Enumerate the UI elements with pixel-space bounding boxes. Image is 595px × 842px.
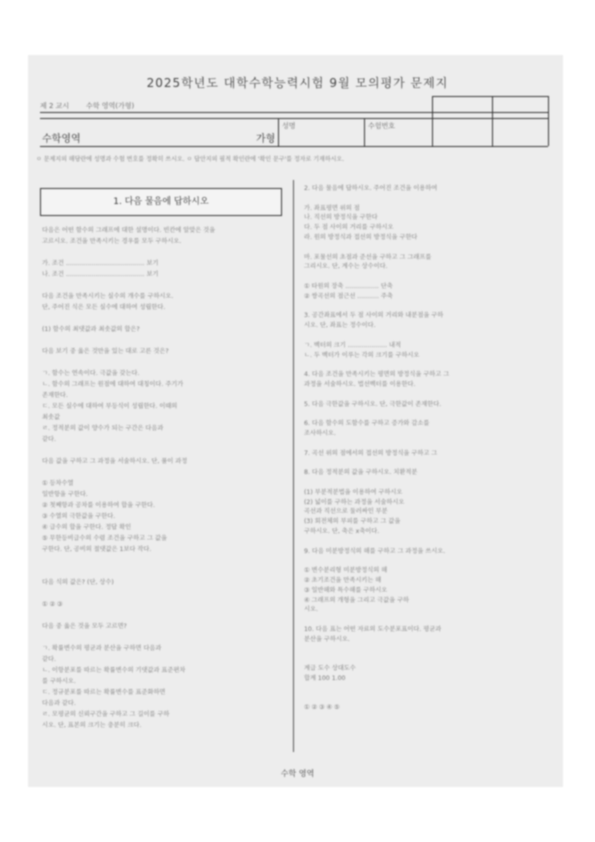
- text-line: 시오. 단, 좌표는 정수이다.: [304, 322, 376, 330]
- section-heading-box: 1. 다음 물음에 답하시오: [40, 188, 282, 216]
- text-line: ③ 수열의 극한값을 구한다.: [42, 513, 116, 520]
- text-line: ④ 급수의 합을 구한다. 정답 확인: [42, 524, 132, 531]
- text-line: (1) 부분적분법을 이용하여 구하시오: [304, 488, 403, 496]
- text-line: 존재한다.: [42, 392, 68, 399]
- text-line: 구한다. 단, 공비의 절댓값은 1보다 작다.: [42, 546, 152, 553]
- text-line: 8. 다음 정적분의 값을 구하시오. 치환적분: [304, 469, 418, 477]
- text-line: 다음 보기 중 옳은 것만을 있는 대로 고른 것은?: [42, 348, 169, 355]
- text-line: ② 쌍곡선의 점근선 ........... 주축: [304, 292, 393, 300]
- text-line: ④ 그래프의 개형을 그리고 극값을 구하: [304, 596, 410, 604]
- text-line: 시오.: [304, 606, 318, 614]
- exam-period: 제 2 교시: [40, 102, 70, 110]
- text-line: 4. 다음 조건을 만족시키는 평면의 방정식을 구하고 그: [304, 371, 450, 379]
- text-line: ㄱ. 함수는 연속이다. 극값을 갖는다.: [42, 370, 140, 377]
- text-line: 가. 조건 ........................................ 보기: [42, 260, 159, 267]
- text-line: 단, 주어진 식은 모든 실수에 대하여 성립한다.: [42, 304, 166, 311]
- text-line: 다음 조건을 만족시키는 실수의 개수를 구하시오.: [42, 293, 174, 300]
- text-line: ㄷ. 정규분포를 따르는 확률변수를 표준화하면: [42, 689, 166, 696]
- text-line: 구하시오. 단, 축은 x축이다.: [304, 528, 380, 535]
- box-right-rule: [548, 96, 549, 146]
- text-line: 다음은 어떤 함수의 그래프에 대한 설명이다. 빈칸에 알맞은 것을: [42, 227, 216, 234]
- text-line: 곡선과 직선으로 둘러싸인 부분: [304, 508, 388, 516]
- text-line: 다. 두 점 사이의 거리를 구하시오: [304, 224, 394, 232]
- text-line: 5. 다음 극한값을 구하시오. 단, 극한값이 존재한다.: [304, 400, 442, 408]
- text-line: ① ② ③ ④ ⑤: [304, 704, 340, 712]
- column-divider: [293, 180, 294, 752]
- instruction-note: ㅇ 문제지의 해당란에 성명과 수험 번호를 정확히 쓰시오. ㅇ 답안지의 필적 확인란에 '확인 문구'를 정자로 기재하시오.: [36, 156, 345, 163]
- text-line: 합계 100 1.00: [304, 675, 346, 682]
- text-line: ㄴ. 이항분포를 따르는 확률변수의 기댓값과 표준편차: [42, 667, 186, 674]
- text-line: 다음 중 옳은 것을 모두 고르면?: [42, 623, 127, 630]
- left-column: [42, 226, 287, 746]
- text-line: 최솟값: [42, 414, 60, 421]
- text-line: 조사하시오.: [304, 430, 336, 437]
- header-rule-2: [40, 118, 548, 119]
- page-footer: 수학 영역: [280, 769, 315, 778]
- text-line: ⑤ 무한등비급수의 수렴 조건을 구하고 그 값을: [42, 535, 167, 542]
- box-left-rule: [432, 96, 433, 146]
- exam-number-label: 수험번호: [368, 122, 396, 130]
- text-line: (2) 넓이를 구하는 과정을 서술하시오: [304, 498, 405, 506]
- text-line: ① ② ③: [42, 601, 63, 608]
- text-line: 3. 공간좌표에서 두 점 사이의 거리와 내분점을 구하: [304, 312, 444, 320]
- right-column: [304, 184, 554, 754]
- name-field-label: 성명: [282, 122, 296, 130]
- text-line: ㄴ. 두 벡터가 이루는 각의 크기를 구하시오: [304, 351, 420, 359]
- text-line: 시오. 단, 표본의 크기는 충분히 크다.: [42, 722, 142, 729]
- text-line: (3) 회전체의 부피를 구하고 그 값을: [304, 518, 401, 526]
- text-line: 다음과 같다.: [42, 700, 76, 707]
- text-line: 라. 원의 방정식과 접선의 방정식을 구한다: [304, 234, 418, 241]
- text-line: 고르시오. 조건을 만족시키는 경우를 모두 구하시오.: [42, 238, 182, 245]
- text-line: 다음 식의 값은? (단, 상수): [42, 579, 114, 586]
- text-line: 를 구하시오.: [42, 678, 76, 685]
- text-line: 분산을 구하시오.: [304, 635, 350, 643]
- text-line: 10. 다음 표는 어떤 자료의 도수분포표이다. 평균과: [304, 626, 442, 633]
- text-line: ① 등차수열: [42, 480, 74, 487]
- text-line: ㄱ. 확률변수의 평균과 분산을 구하면 다음과: [42, 645, 162, 652]
- header-top-rule: [40, 112, 548, 113]
- text-line: ㄷ. 모든 실수에 대하여 부등식이 성립한다. 이때의: [42, 403, 178, 410]
- text-line: 6. 다음 함수의 도함수를 구하고 증가와 감소를: [304, 420, 430, 428]
- text-line: 9. 다음 미분방정식의 해를 구하고 그 과정을 쓰시오.: [304, 547, 446, 555]
- type-label: 가형: [256, 134, 276, 145]
- text-line: ㄴ. 함수의 그래프는 원점에 대하여 대칭이다. 주기가: [42, 381, 184, 388]
- text-line: ① 변수분리형 미분방정식의 해: [304, 567, 388, 575]
- text-line: 일반항을 구한다.: [42, 491, 88, 498]
- text-line: 가. 좌표평면 위의 점: [304, 204, 360, 212]
- subject-label: 수학 영역(가형): [86, 102, 135, 110]
- text-line: ② 첫째항과 공차를 이용하여 합을 구한다.: [42, 502, 155, 509]
- box-mid-rule: [492, 96, 493, 146]
- text-line: 2. 다음 물음에 답하시오. 주어진 조건을 이용하여: [304, 185, 438, 192]
- text-line: 7. 곡선 위의 점에서의 접선의 방정식을 구하고 그: [304, 449, 438, 457]
- text-line: ㄹ. 정적분의 값이 양수가 되는 구간은 다음과: [42, 425, 164, 432]
- text-line: 마. 포물선의 초점과 준선을 구하고 그 그래프를: [304, 253, 432, 261]
- text-line: (1) 함수의 최댓값과 최솟값의 합은?: [42, 326, 140, 333]
- text-line: ㄱ. 벡터의 크기 .................... 내적: [304, 341, 401, 349]
- text-line: ① 타원의 장축 ................. 단축: [304, 283, 393, 290]
- document-title: 2025학년도 대학수학능력시험 9월 모의평가 문제지: [146, 76, 449, 90]
- header-divider-2: [364, 118, 365, 146]
- text-line: ㄹ. 모평균의 신뢰구간을 구하고 그 길이를 구하: [42, 711, 170, 718]
- text-line: 그리시오. 단, 계수는 상수이다.: [304, 263, 388, 271]
- text-line: 나. 직선의 방정식을 구한다: [304, 214, 378, 222]
- box-top-rule: [432, 96, 548, 97]
- header-bottom-rule: [40, 146, 548, 147]
- text-line: ② 초기조건을 만족시키는 해: [304, 577, 382, 584]
- header-divider-1: [278, 118, 279, 146]
- text-line: 과정을 서술하시오. 법선벡터를 이용한다.: [304, 381, 416, 388]
- text-line: 같다.: [42, 656, 56, 663]
- text-line: 같다.: [42, 436, 56, 443]
- text-line: 나. 조건 ........................................ 보기: [42, 271, 159, 278]
- subject-name: 수학영역: [42, 134, 81, 145]
- text-line: ③ 일반해와 특수해를 구하시오: [304, 586, 388, 594]
- text-line: 다음 값을 구하고 그 과정을 서술하시오. 단, 풀이 과정: [42, 458, 188, 465]
- text-line: 계급 도수 상대도수: [304, 665, 356, 673]
